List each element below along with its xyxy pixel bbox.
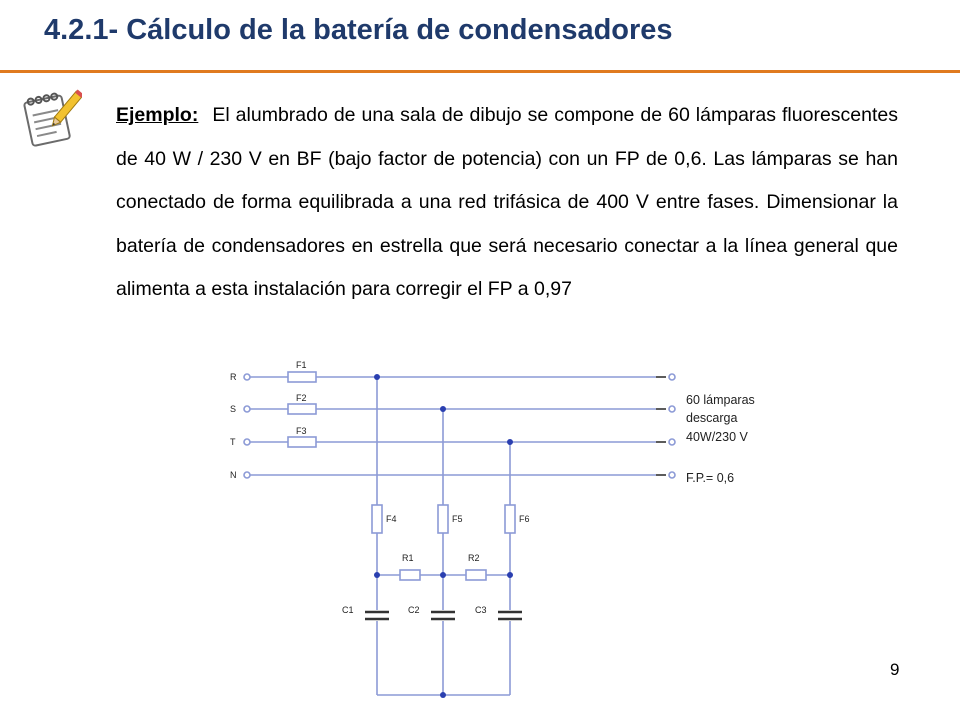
title-divider	[0, 70, 960, 73]
terminal-s-left	[244, 406, 250, 412]
junction-dot	[507, 439, 513, 445]
terminal-n-left	[244, 472, 250, 478]
load-label-line-1: 60 lámparas	[686, 393, 755, 407]
junction-dot	[440, 692, 446, 698]
resistor-r1	[400, 570, 420, 580]
line-r-label: R	[230, 372, 237, 382]
fuse-f4	[372, 505, 382, 533]
capacitor-c1-label: C1	[342, 605, 354, 615]
example-text: El alumbrado de una sala de dibujo se compone de 60 lámparas fluorescentes de 40 W / 230 V en BF (bajo factor de potencia) con un FP de 0,6. Las lámparas se han conectado de forma equilibrada a una red trifásica de 400 V entre fases. Dimensionar la batería de condensadores en estrella que será necesario conectar a la línea general que alimenta a esta instalación para corregir el FP a 0,97	[116, 104, 898, 300]
fuse-f3-label: F3	[296, 426, 307, 436]
example-paragraph	[116, 94, 898, 312]
capacitor-bank-circuit-diagram	[220, 355, 800, 720]
junction-dot	[440, 572, 446, 578]
terminal-r-left	[244, 374, 250, 380]
capacitor-c1	[365, 612, 389, 619]
resistor-r2	[466, 570, 486, 580]
fuse-f3	[288, 437, 316, 447]
junction-dot	[374, 572, 380, 578]
fuse-f1-label: F1	[296, 360, 307, 370]
page-number: 9	[890, 660, 900, 679]
load-label-line-4: F.P.= 0,6	[686, 471, 735, 485]
capacitor-c3-label: C3	[475, 605, 487, 615]
load-label-line-2: descarga	[686, 411, 738, 425]
notepad-pencil-icon	[18, 86, 82, 150]
junction-dot	[507, 572, 513, 578]
terminal-r-right	[669, 374, 675, 380]
junction-dot	[440, 406, 446, 412]
terminal-n-right	[669, 472, 675, 478]
resistor-r2-label: R2	[468, 553, 480, 563]
capacitor-c2-label: C2	[408, 605, 420, 615]
slide-title: 4.2.1- Cálculo de la batería de condensadores	[44, 14, 673, 46]
fuse-f2	[288, 404, 316, 414]
capacitor-c3	[498, 612, 522, 619]
resistor-r1-label: R1	[402, 553, 414, 563]
terminal-t-right	[669, 439, 675, 445]
fuse-f4-label: F4	[386, 514, 397, 524]
fuse-f2-label: F2	[296, 393, 307, 403]
terminal-t-left	[244, 439, 250, 445]
fuse-f6-label: F6	[519, 514, 530, 524]
load-label-line-3: 40W/230 V	[686, 430, 748, 444]
line-n-label: N	[230, 470, 237, 480]
fuse-f5	[438, 505, 448, 533]
junction-dot	[374, 374, 380, 380]
example-label: Ejemplo:	[116, 104, 199, 126]
capacitor-c2	[431, 612, 455, 619]
line-t-label: T	[230, 437, 236, 447]
line-s-label: S	[230, 404, 237, 414]
fuse-f1	[288, 372, 316, 382]
terminal-s-right	[669, 406, 675, 412]
fuse-f5-label: F5	[452, 514, 463, 524]
fuse-f6	[505, 505, 515, 533]
